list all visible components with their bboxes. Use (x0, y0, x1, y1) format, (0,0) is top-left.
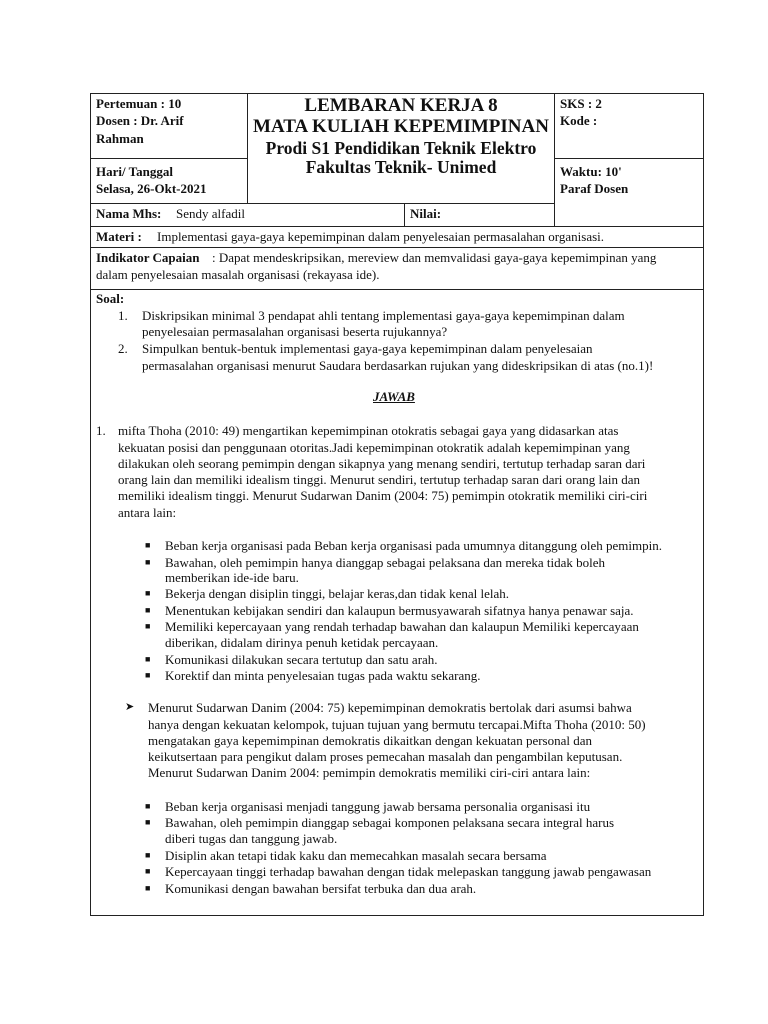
divider (554, 158, 704, 159)
divider (404, 203, 405, 226)
divider (90, 226, 704, 227)
answer-num: 1. (96, 423, 106, 438)
square-bullet-icon: ■ (145, 540, 151, 550)
soal-label: Soal: (96, 291, 125, 306)
soal-text: Diskripsikan minimal 3 pendapat ahli tentang implementasi gaya-gaya kepemimpinan dalam (142, 308, 625, 323)
square-bullet-icon: ■ (145, 883, 151, 893)
answer-line: mengatakan gaya kepemimpinan demokratis dikaitkan dengan kekuatan personal dan (148, 733, 593, 748)
course-title: MATA KULIAH KEPEMIMPINAN (253, 116, 549, 137)
hari-label: Hari/ Tanggal (96, 164, 173, 179)
prodi-title: Prodi S1 Pendidikan Teknik Elektro (265, 138, 537, 158)
arrow-bullet-icon: ➤ (125, 701, 135, 713)
list-item: Bawahan, oleh pemimpin dianggap sebagai komponen pelaksana secara integral harus (165, 815, 615, 830)
list-item: Kepercayaan tinggi terhadap bawahan dengan tidak melepaskan tanggung jawab pengawasan (165, 864, 652, 879)
answer-line: mifta Thoha (2010: 49) mengartikan kepemimpinan otokratis sebagai gaya yang didasarkan atas (118, 423, 619, 438)
divider (554, 93, 555, 226)
list-item: Komunikasi dilakukan secara tertutup dan satu arah. (165, 652, 438, 667)
answer-line: kekuatan posisi dan penggunaan otoritas.Jadi kepemimpinan otokratik adalah kepemimpinan yang (118, 440, 630, 455)
square-bullet-icon: ■ (145, 850, 151, 860)
square-bullet-icon: ■ (145, 866, 151, 876)
list-item: Komunikasi dengan bawahan bersifat terbuka dan dua arah. (165, 881, 477, 896)
list-item: Beban kerja organisasi pada Beban kerja organisasi pada umumnya ditanggung oleh pemimpin. (165, 538, 663, 553)
jawab-heading: JAWAB (373, 389, 415, 404)
waktu-label: Waktu: 10' (560, 164, 622, 179)
list-item: Beban kerja organisasi menjadi tanggung jawab bersama personalia organisasi itu (165, 799, 591, 814)
answer-line: antara lain: (118, 505, 177, 520)
list-item: Menentukan kebijakan sendiri dan kalaupun bermusyawarah sifatnya hanya penawar saja. (165, 603, 634, 618)
nama-value: Sendy alfadil (176, 206, 245, 221)
nilai-label: Nilai: (410, 206, 442, 221)
answer-line: memiliki idealism tinggi. Menurut Sudarwan Danim (2004: 75) pemimpin otokratik memiliki ciri-ciri (118, 488, 648, 503)
answer-line: keikutsertaan para pengikut dalam proses pemecahan masalah dan pengambilan keputusan. (148, 749, 623, 764)
square-bullet-icon: ■ (145, 801, 151, 811)
soal-text: Simpulkan bentuk-bentuk implementasi gaya-gaya kepemimpinan dalam penyelesaian (142, 341, 593, 356)
tanggal-value: Selasa, 26-Okt-2021 (96, 181, 207, 196)
square-bullet-icon: ■ (145, 557, 151, 567)
soal-num: 2. (118, 341, 128, 356)
list-item: Memiliki kepercayaan yang rendah terhadap bawahan dan kalaupun Memiliki kepercayaan (165, 619, 639, 634)
answer-line: Menurut Sudarwan Danim 2004: pemimpin demokratis memiliki ciri-ciri antara lain: (148, 765, 591, 780)
indikator-line: : Dapat mendeskripsikan, mereview dan memvalidasi gaya-gaya kepemimpinan yang (212, 250, 657, 265)
list-item: diberi tugas dan tanggung jawab. (165, 831, 338, 846)
pertemuan-label: Pertemuan : 10 (96, 96, 182, 111)
list-item: diberikan, didalam dirinya penuh ketidak percayaan. (165, 635, 439, 650)
dosen-label: Dosen : Dr. Arif (96, 113, 184, 128)
answer-line: orang lain dan memiliki idealism tinggi. Menurut sendiri, tertutup terhadap saran dari orang lain dan (118, 472, 641, 487)
divider (90, 158, 247, 159)
divider (90, 289, 704, 290)
divider (90, 203, 554, 204)
list-item: Korektif dan minta penyelesaian tugas pada waktu sekarang. (165, 668, 481, 683)
divider (90, 247, 704, 248)
indikator-label: Indikator Capaian (96, 250, 200, 265)
soal-text: permasalahan organisasi menurut Saudara berdasarkan rujukan yang dideskripsikan di atas (no.1)! (142, 358, 654, 373)
list-item: Bekerja dengan disiplin tinggi, belajar keras,dan tidak kenal lelah. (165, 586, 510, 601)
soal-text: penyelesaian permasalahan organisasi beserta rujukannya? (142, 324, 448, 339)
materi-value: Implementasi gaya-gaya kepemimpinan dalam penyelesaian permasalahan organisasi. (157, 229, 605, 244)
square-bullet-icon: ■ (145, 670, 151, 680)
nama-label: Nama Mhs: (96, 206, 162, 221)
square-bullet-icon: ■ (145, 621, 151, 631)
dosen-name: Rahman (96, 131, 144, 146)
fakultas-title: Fakultas Teknik- Unimed (305, 157, 497, 177)
square-bullet-icon: ■ (145, 817, 151, 827)
square-bullet-icon: ■ (145, 654, 151, 664)
page-title: LEMBARAN KERJA 8 (304, 95, 498, 116)
list-item: Bawahan, oleh pemimpin hanya dianggap sebagai pelaksana dan mereka tidak boleh (165, 555, 606, 570)
answer-line: dilakukan oleh seorang pemimpin dengan sikapnya yang menang sendiri, tertutup terhadap saran dari (118, 456, 646, 471)
materi-label: Materi : (96, 229, 142, 244)
kode-label: Kode : (560, 113, 598, 128)
answer-line: Menurut Sudarwan Danim (2004: 75) kepemimpinan demokratis bertolak dari asumsi bahwa (148, 700, 632, 715)
square-bullet-icon: ■ (145, 588, 151, 598)
list-item: Disiplin akan tetapi tidak kaku dan memecahkan masalah secara bersama (165, 848, 547, 863)
sks-label: SKS : 2 (560, 96, 602, 111)
list-item: memberikan ide-ide baru. (165, 570, 299, 585)
square-bullet-icon: ■ (145, 605, 151, 615)
answer-line: hanya dengan kekuatan kelompok, tujuan tujuan yang bermutu tercapai.Mifta Thoha (2010: 50) (148, 717, 646, 732)
paraf-label: Paraf Dosen (560, 181, 629, 196)
indikator-line: dalam penyelesaian masalah organisasi (rekayasa ide). (96, 267, 380, 282)
soal-num: 1. (118, 308, 128, 323)
